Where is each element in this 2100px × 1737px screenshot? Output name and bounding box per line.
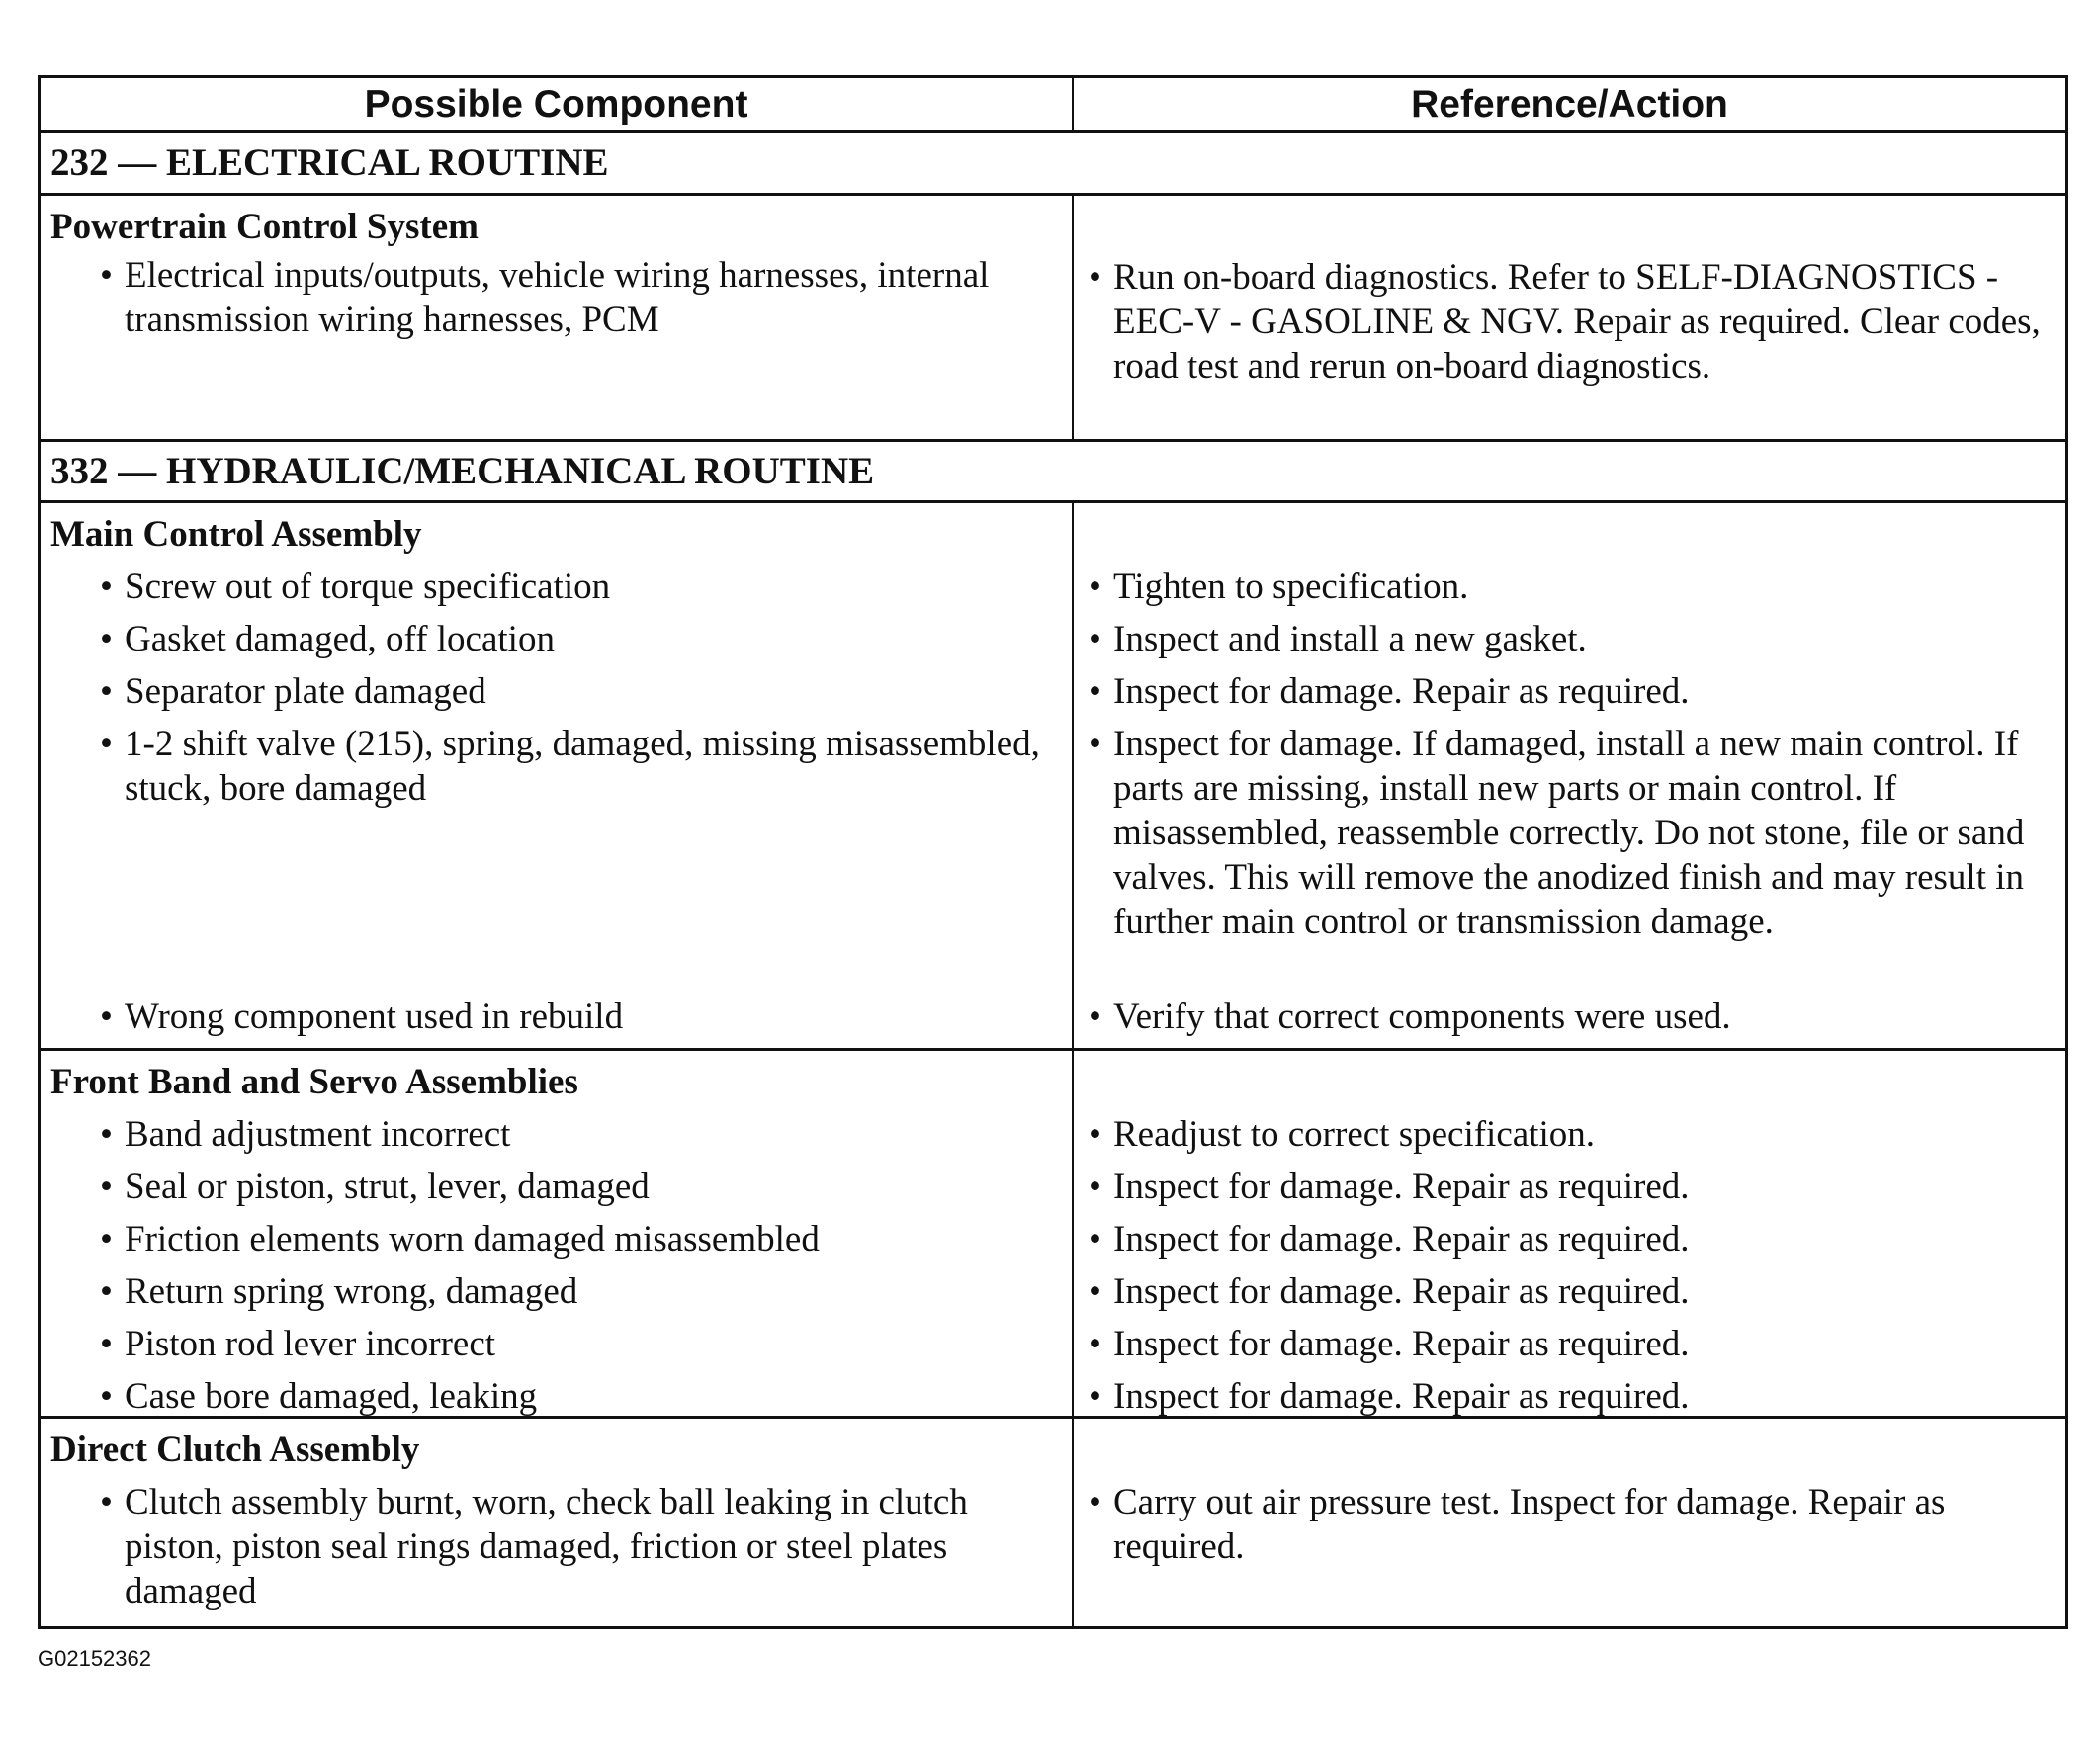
- action-item: • Inspect and install a new gasket.: [1089, 619, 1587, 659]
- bullet-icon: •: [1089, 1482, 1101, 1522]
- bullet-icon: •: [1089, 566, 1101, 607]
- bullet-icon: •: [100, 997, 113, 1037]
- component-item: • Friction elements worn damaged misassembled: [100, 1219, 820, 1259]
- group-direct-clutch-assembly: [41, 1419, 2065, 1626]
- bullet-icon: •: [1089, 257, 1101, 298]
- bullet-icon: •: [1089, 1114, 1101, 1155]
- group-powertrain-control-system: [41, 196, 2065, 442]
- bullet-icon: •: [100, 1219, 113, 1259]
- bullet-icon: •: [100, 255, 113, 296]
- bullet-icon: •: [1089, 1219, 1101, 1259]
- bullet-icon: •: [100, 1271, 113, 1312]
- component-item: • Wrong component used in rebuild: [100, 997, 624, 1037]
- bullet-icon: •: [100, 671, 113, 712]
- component-item: • 1-2 shift valve (215), spring, damaged, missing misassembled, stuck, bore damaged: [100, 724, 1040, 809]
- bullet-icon: •: [100, 1114, 113, 1155]
- action-item: • Carry out air pressure test. Inspect for damage. Repair as required.: [1089, 1482, 1946, 1567]
- component-item: • Seal or piston, strut, lever, damaged: [100, 1167, 650, 1207]
- bullet-icon: •: [100, 619, 113, 659]
- component-item: • Separator plate damaged: [100, 671, 486, 712]
- action-item: • Tighten to specification.: [1089, 566, 1469, 607]
- bullet-icon: •: [1089, 1167, 1101, 1207]
- column-divider: [1072, 196, 1074, 439]
- component-item: • Gasket damaged, off location: [100, 619, 555, 659]
- section-row-hydraulic-mechanical: [41, 442, 2065, 503]
- bullet-icon: •: [1089, 671, 1101, 712]
- column-divider: [1072, 503, 1074, 1048]
- group-front-band-servo: [41, 1051, 2065, 1419]
- section-title: 232 — ELECTRICAL ROUTINE: [50, 141, 609, 184]
- bullet-icon: •: [1089, 1324, 1101, 1364]
- action-item: • Inspect for damage. Repair as required.: [1089, 1219, 1690, 1259]
- component-item: • Clutch assembly burnt, worn, check ball leaking in clutch piston, piston seal rings damaged, friction or steel plates damaged: [100, 1482, 968, 1611]
- component-item: • Band adjustment incorrect: [100, 1114, 511, 1155]
- component-item: • Screw out of torque specification: [100, 566, 611, 607]
- action-item: • Inspect for damage. Repair as required.: [1089, 1324, 1690, 1364]
- column-divider: [1072, 1051, 1074, 1416]
- action-item: • Readjust to correct specification.: [1089, 1114, 1595, 1155]
- header-possible-component: Possible Component: [364, 83, 748, 126]
- table-header-row: [41, 78, 2065, 133]
- header-reference-action: Reference/Action: [1411, 83, 1728, 126]
- column-divider: [1072, 78, 1074, 130]
- action-item: • Inspect for damage. Repair as required.: [1089, 671, 1690, 712]
- group-title: Main Control Assembly: [50, 514, 422, 555]
- section-title: 332 — HYDRAULIC/MECHANICAL ROUTINE: [50, 450, 875, 492]
- bullet-icon: •: [100, 1167, 113, 1207]
- bullet-icon: •: [1089, 1376, 1101, 1417]
- bullet-icon: •: [100, 724, 113, 764]
- bullet-icon: •: [1089, 1271, 1101, 1312]
- component-item: • Case bore damaged, leaking: [100, 1376, 538, 1417]
- action-item: • Run on-board diagnostics. Refer to SELF-DIAGNOSTICS - EEC-V - GASOLINE & NGV. Repair as required. Clear codes, road test and rerun on-board diagnostics.: [1089, 257, 2041, 387]
- bullet-icon: •: [100, 1324, 113, 1364]
- action-item: • Verify that correct components were used.: [1089, 997, 1731, 1037]
- group-title: Powertrain Control System: [50, 207, 479, 247]
- action-item: • Inspect for damage. Repair as required.: [1089, 1376, 1690, 1417]
- bullet-icon: •: [1089, 619, 1101, 659]
- component-item: • Return spring wrong, damaged: [100, 1271, 578, 1312]
- bullet-icon: •: [100, 566, 113, 607]
- action-item: • Inspect for damage. If damaged, install a new main control. If parts are missing, install new parts or main control. If misassembled, reassemble correctly. Do not stone, file or sand valves. This will remove the anodized finish and may result in further main control or transmission damage.: [1089, 724, 2025, 942]
- column-divider: [1072, 1419, 1074, 1626]
- action-item: • Inspect for damage. Repair as required.: [1089, 1167, 1690, 1207]
- component-item: • Piston rod lever incorrect: [100, 1324, 496, 1364]
- bullet-icon: •: [100, 1482, 113, 1522]
- group-title: Front Band and Servo Assemblies: [50, 1062, 578, 1102]
- bullet-icon: •: [1089, 724, 1101, 764]
- figure-id-caption: G02152362: [38, 1646, 151, 1671]
- component-item: • Electrical inputs/outputs, vehicle wiring harnesses, internal transmission wiring harnesses, PCM: [100, 255, 990, 340]
- diagnosis-table: [38, 75, 2068, 1629]
- group-main-control-assembly: [41, 503, 2065, 1051]
- action-item: • Inspect for damage. Repair as required.: [1089, 1271, 1690, 1312]
- group-title: Direct Clutch Assembly: [50, 1430, 420, 1470]
- section-row-electrical: [41, 133, 2065, 196]
- bullet-icon: •: [1089, 997, 1101, 1037]
- bullet-icon: •: [100, 1376, 113, 1417]
